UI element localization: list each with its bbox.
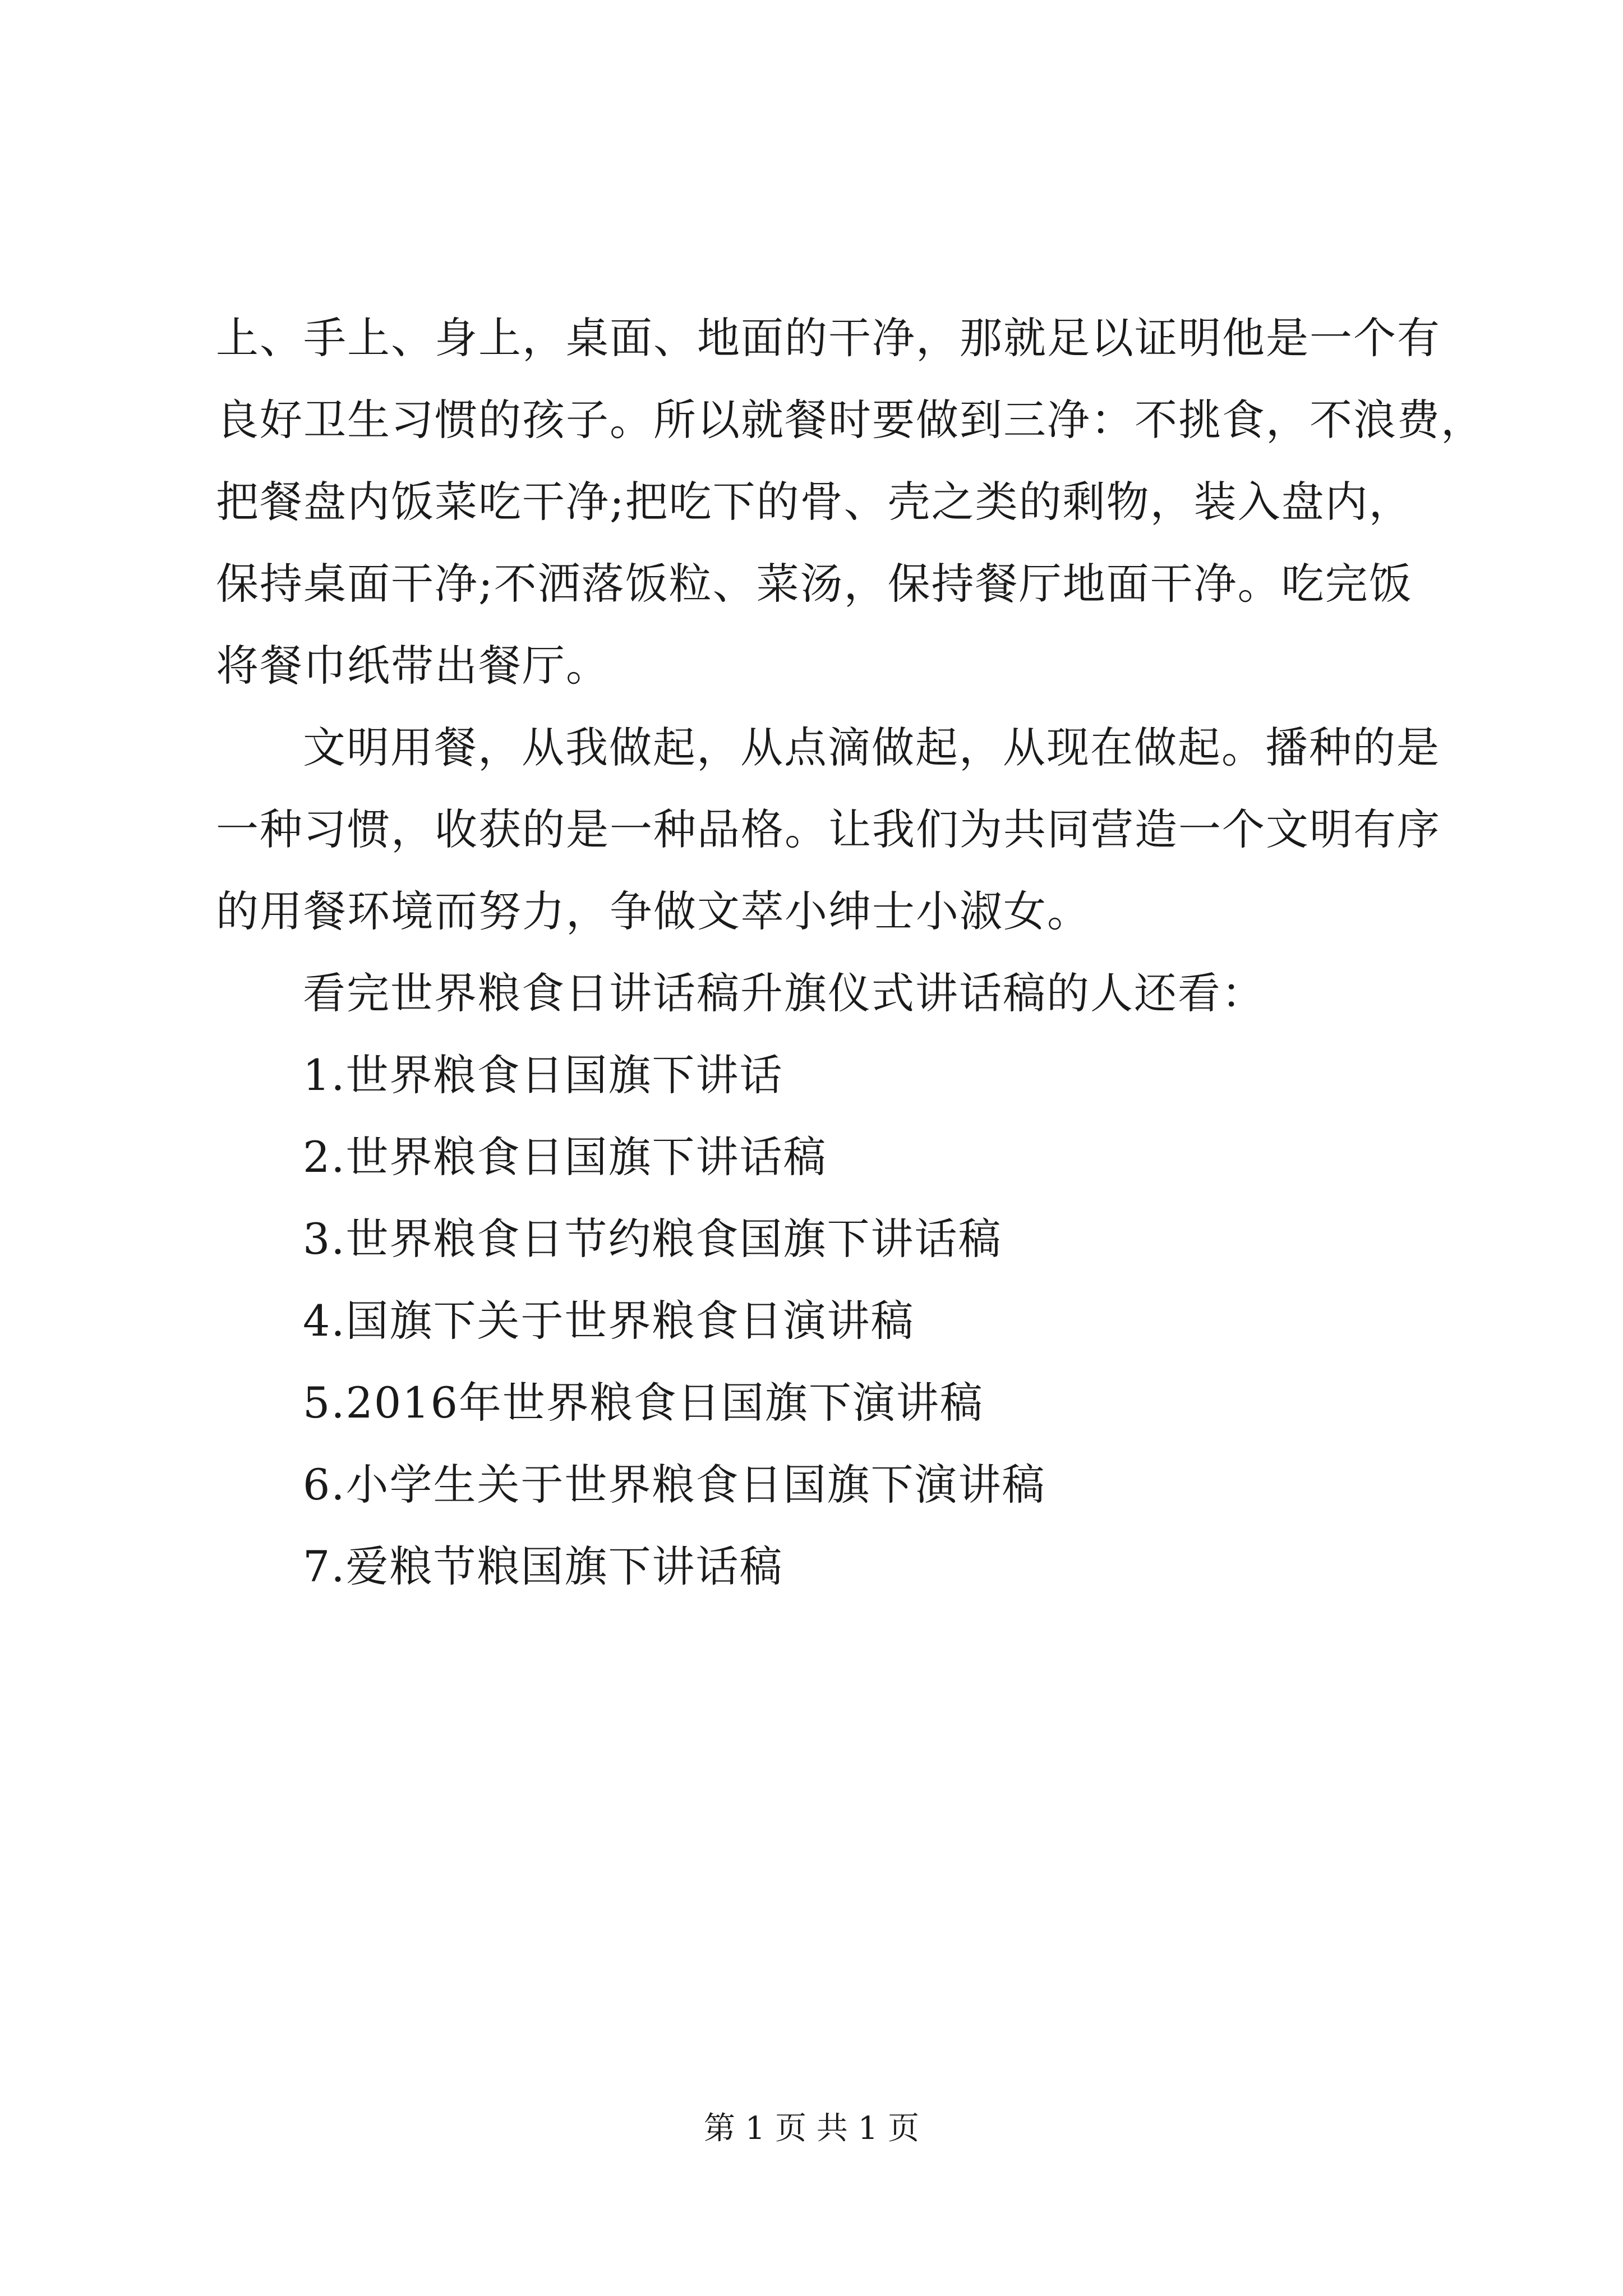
text-line: 良好卫生习惯的孩子。所以就餐时要做到三净：不挑食，不浪费， [216,395,1484,445]
document-body [216,297,1484,1608]
related-heading: 看完世界粮食日讲话稿升旗仪式讲话稿的人还看： [303,968,1265,1018]
related-link[interactable]: 3.世界粮食日节约粮食国旗下讲话稿 [303,1214,1002,1264]
related-link[interactable]: 1.世界粮食日国旗下讲话 [303,1050,783,1100]
paragraph-civilized-dining [216,707,1441,953]
text-line: 上、手上、身上，桌面、地面的干净，那就足以证明他是一个有 [216,313,1441,363]
related-link[interactable]: 4.国旗下关于世界粮食日演讲稿 [303,1296,915,1346]
related-link[interactable]: 5.2016年世界粮食日国旗下演讲稿 [303,1378,984,1428]
related-link[interactable]: 6.小学生关于世界粮食日国旗下演讲稿 [303,1460,1046,1510]
page-footer: 第 1 页 共 1 页 [703,2110,920,2147]
text-line: 保持桌面干净;不洒落饭粒、菜汤，保持餐厅地面干净。吃完饭 [216,559,1413,609]
text-line: 文明用餐，从我做起，从点滴做起，从现在做起。播种的是 [303,723,1440,772]
paragraph-hygiene [216,297,1484,707]
related-link[interactable]: 7.爱粮节粮国旗下讲话稿 [303,1542,783,1591]
related-articles [216,953,1416,1608]
text-line: 将餐巾纸带出餐厅。 [216,641,610,691]
text-line: 把餐盘内饭菜吃干净;把吃下的骨、壳之类的剩物，装入盘内， [216,477,1413,527]
text-line: 一种习惯，收获的是一种品格。让我们为共同营造一个文明有序 [216,804,1441,854]
text-line: 的用餐环境而努力，争做文萃小绅士小淑女。 [216,886,1091,936]
related-link[interactable]: 2.世界粮食日国旗下讲话稿 [303,1132,827,1182]
